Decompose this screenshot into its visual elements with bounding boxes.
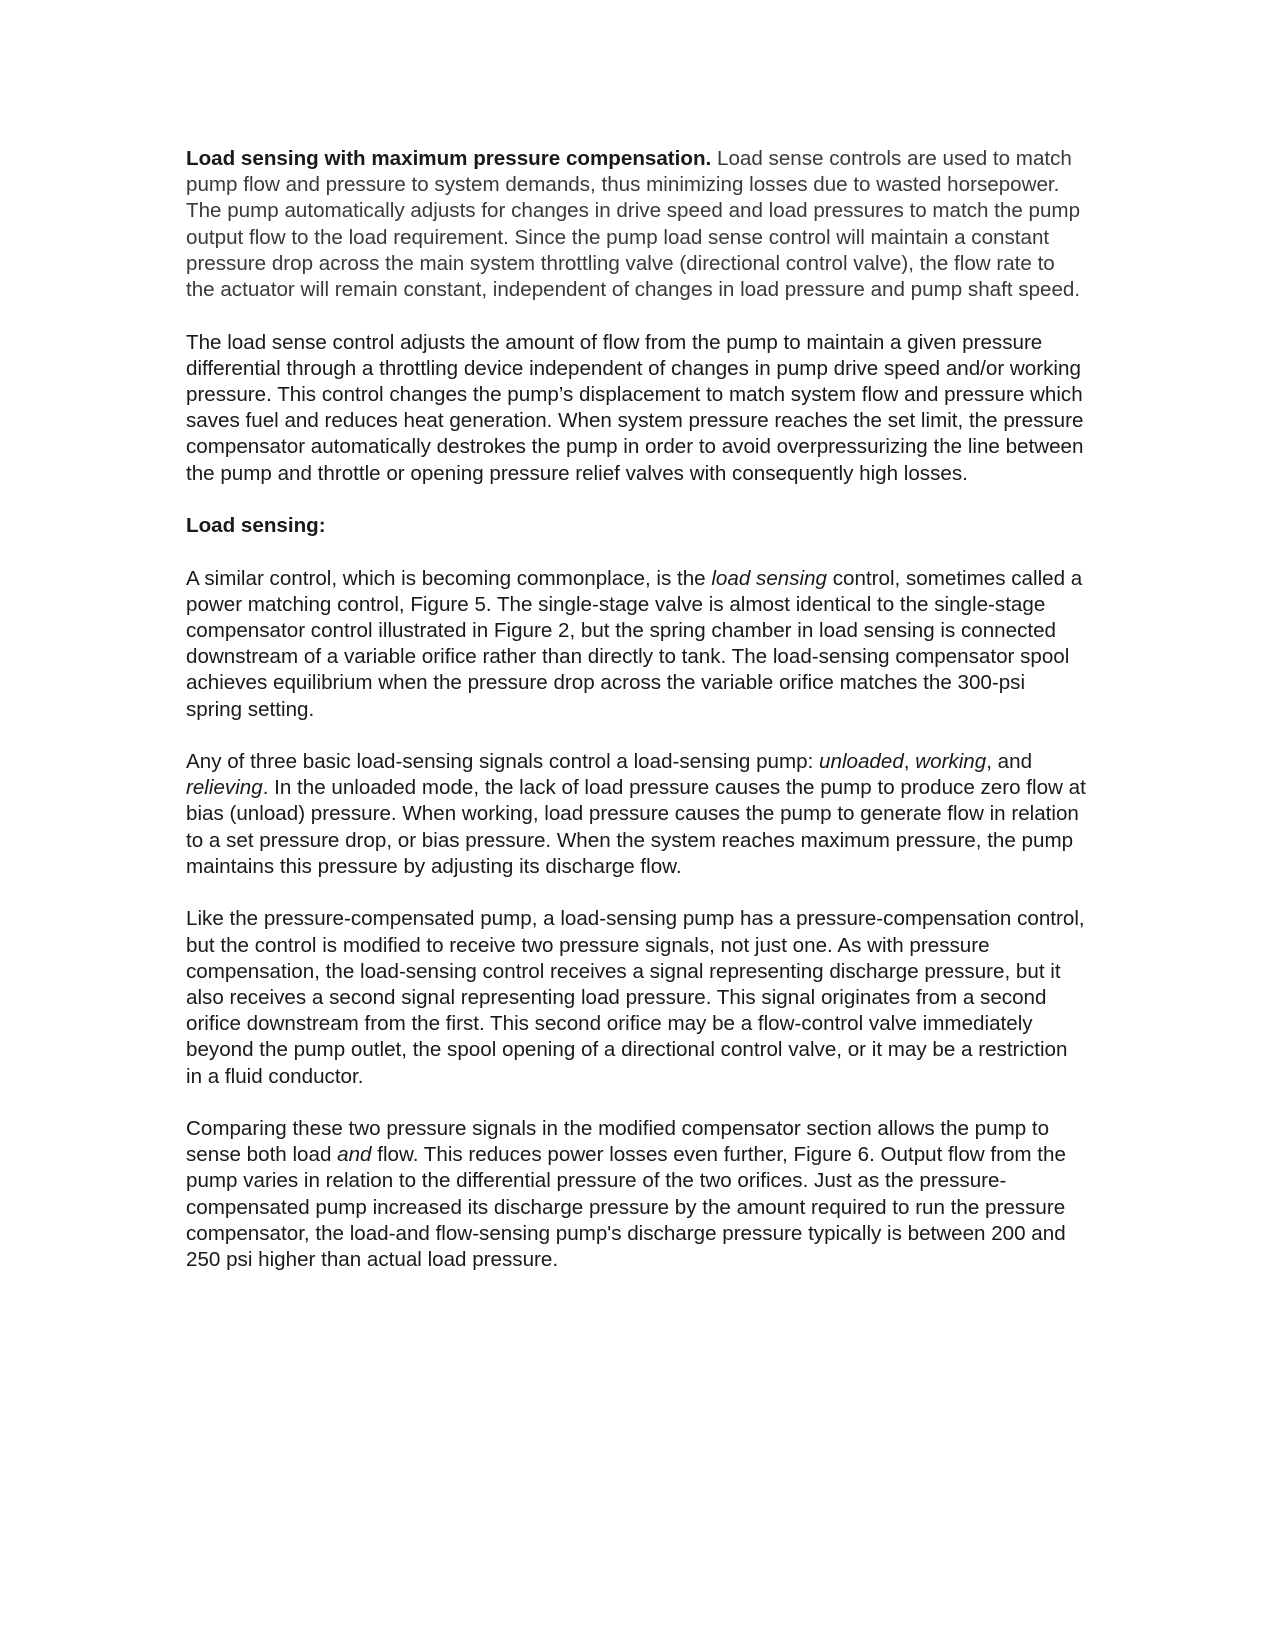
paragraph-text: The load sense control adjusts the amount of flow from the pump to maintain a given pressure differential through a throttling device independent of changes in pump drive speed and/or working pressure. This control changes the pump’s displacement to match system flow and pressure which saves fuel and reduces heat generation. When system pressure reaches the set limit, the pressure compensator automatically destrokes the pump in order to avoid overpressurizing the line between the pump and throttle or opening pressure relief valves with consequently high losses. [186, 330, 1084, 485]
paragraph-three-signals [186, 749, 1086, 880]
paragraph-similar-control [186, 566, 1086, 723]
italic-term: and [337, 1143, 372, 1167]
italic-term: unloaded [819, 750, 904, 774]
document-page [186, 146, 1086, 1300]
paragraph-text: Like the pressure-compensated pump, a load-sensing pump has a pressure-compensation control, but the control is modified to receive two pressure signals, not just one. As with pressure compensation, the load-sensing control receives a signal representing discharge pressure, but it also receives a second signal representing load pressure. This signal originates from a second orifice downstream from the first. This second orifice may be a flow-control valve immediately beyond the pump outlet, the spool opening of a directional control valve, or it may be a restriction in a fluid conductor. [186, 907, 1085, 1088]
italic-term: load sensing [711, 566, 827, 590]
paragraph-lead-title: Load sensing with maximum pressure compensation. [186, 147, 712, 170]
paragraph-comparing-signals [186, 1116, 1086, 1273]
italic-term: working [915, 750, 987, 774]
paragraph-text: Comparing these two pressure signals in the modified compensator section allows the pump to sense both load [186, 1117, 1050, 1167]
paragraph-text: , and [986, 750, 1033, 774]
italic-term: relieving [186, 776, 263, 800]
paragraph-text: , [903, 750, 916, 774]
section-heading-load-sensing: Load sensing: [186, 514, 326, 538]
paragraph-load-sense-control [186, 330, 1086, 487]
paragraph-text: A similar control, which is becoming commonplace, is the [186, 566, 712, 590]
paragraph-text: control, sometimes called a power matching control, Figure 5. The single-stage valve is almost identical to the single-stage compensator control illustrated in Figure 2, but the spring chamber in load sensing is connected downstream of a variable orifice rather than directly to tank. The load-sensing compensator spool achieves equilibrium when the pressure drop across the variable orifice matches the 300-psi spring setting. [186, 566, 1083, 721]
paragraph-text: Load sense controls are used to match pump flow and pressure to system demands, thus minimizing losses due to wasted horsepower. The pump automatically adjusts for changes in drive speed and load pressures to match the pump output flow to the load requirement. Since the pump load sense control will maintain a constant pressure drop across the main system throttling valve (directional control valve), the flow rate to the actuator will remain constant, independent of changes in load pressure and pump shaft speed. [186, 147, 1081, 302]
paragraph-pressure-compensated-pump [186, 906, 1086, 1089]
paragraph-load-sensing-max-pressure [186, 146, 1086, 303]
paragraph-text: flow. This reduces power losses even further, Figure 6. Output flow from the pump varies in relation to the differential pressure of the two orifices. Just as the pressure-compensated pump increased its discharge pressure by the amount required to run the pressure compensator, the load-and flow-sensing pump's discharge pressure typically is between 200 and 250 psi higher than actual load pressure. [186, 1143, 1066, 1272]
paragraph-text: . In the unloaded mode, the lack of load pressure causes the pump to produce zero flow at bias (unload) pressure. When working, load pressure causes the pump to generate flow in relation to a set pressure drop, or bias pressure. When the system reaches maximum pressure, the pump maintains this pressure by adjusting its discharge flow. [186, 776, 1086, 878]
paragraph-text: Any of three basic load-sensing signals control a load-sensing pump: [186, 750, 820, 774]
